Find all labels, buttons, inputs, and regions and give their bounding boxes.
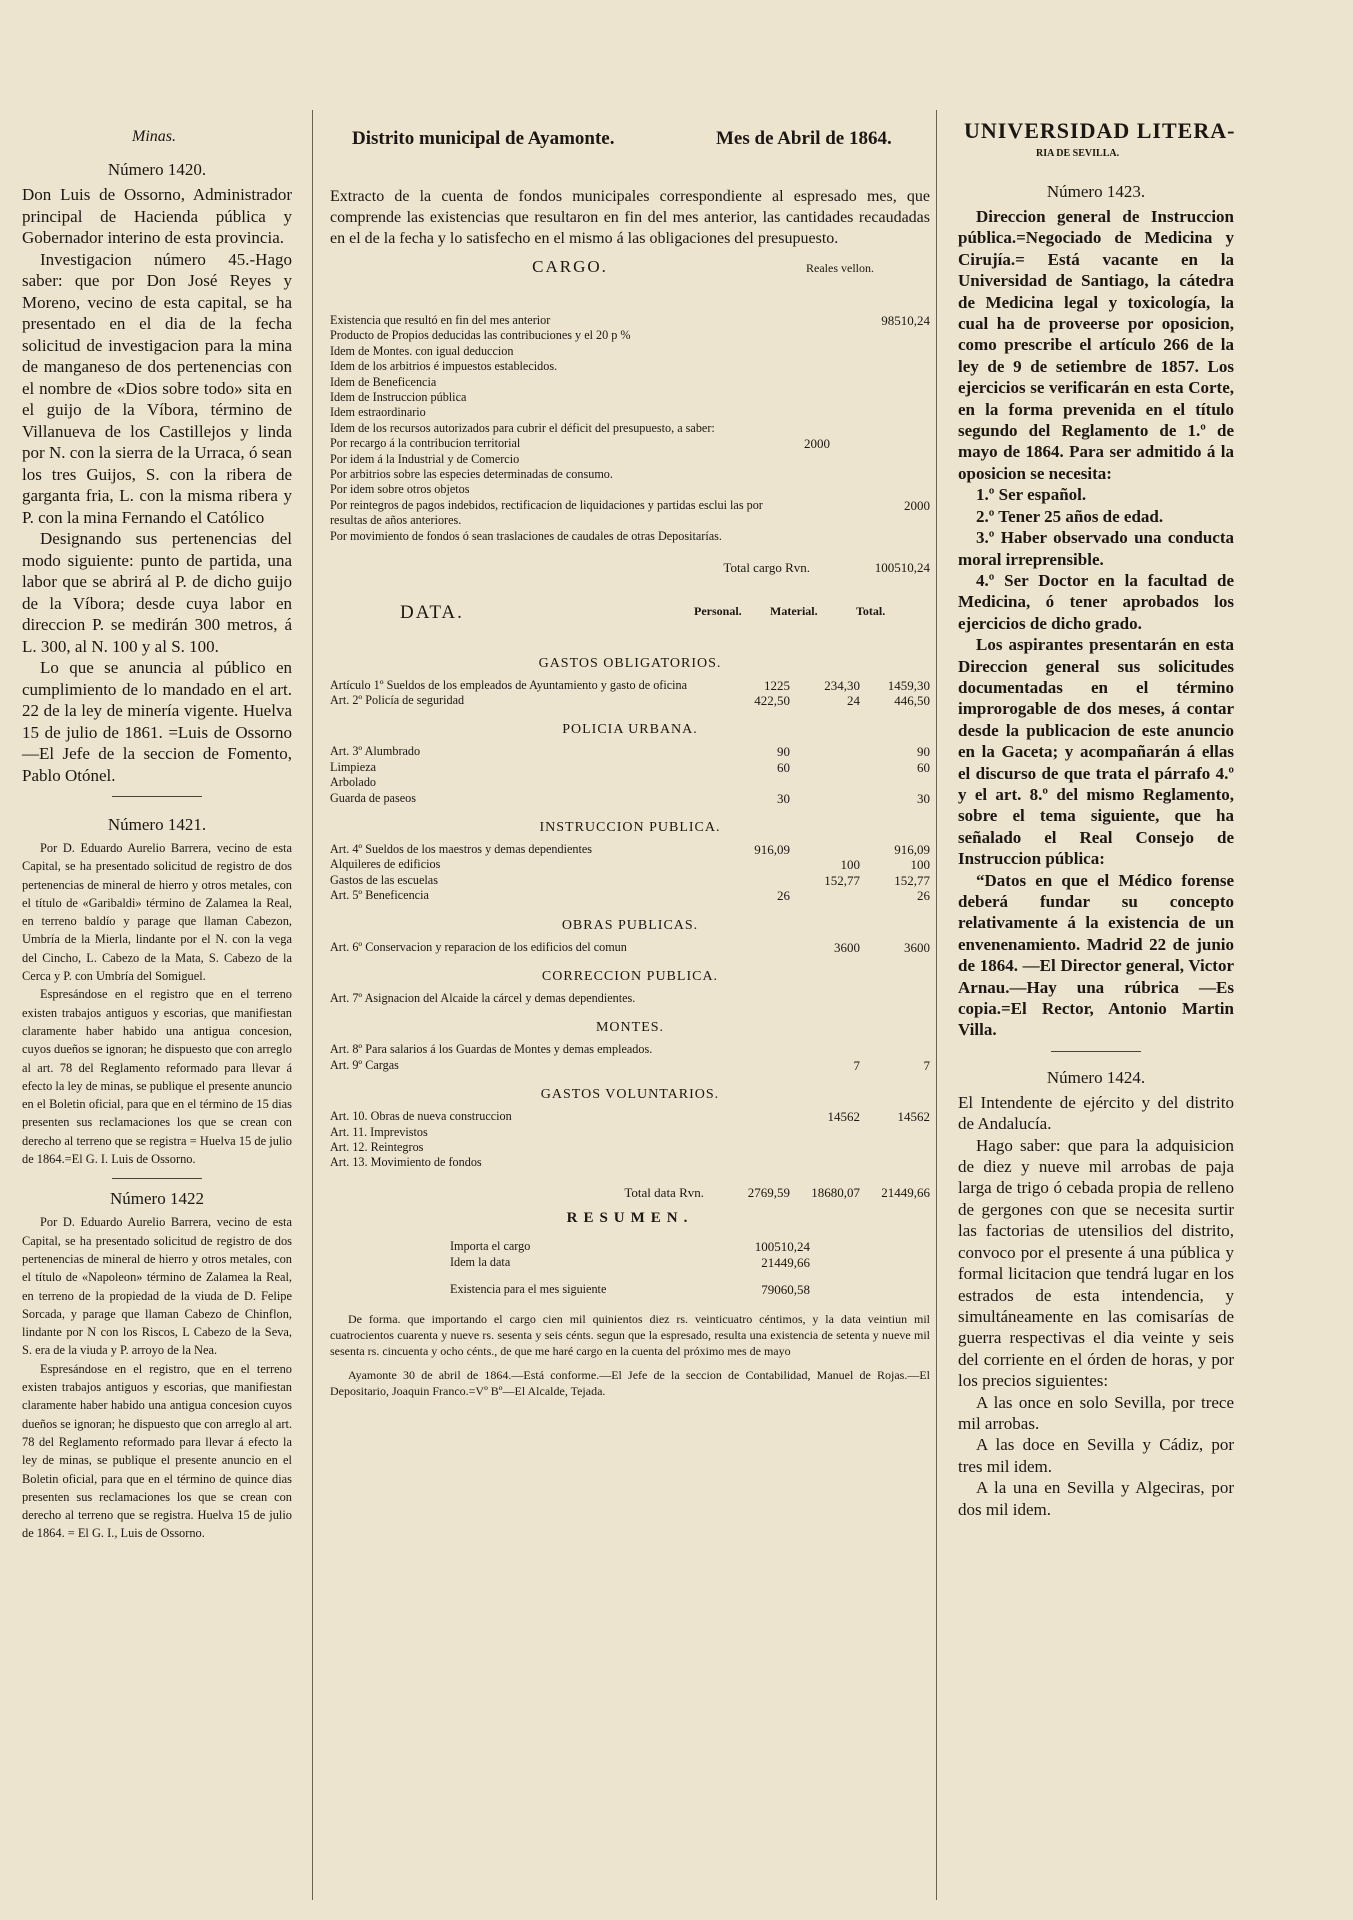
account-closing: De forma. que importando el cargo cien mil quinientos diez rs. veinticuatro céntimos, y la data veintiun mil cuatrocientos cuarenta y nueve rs. sesenta y seis cénts. segun que la espresado, resulta una existencia de setenta y nueve mil sesenta rs. cincuenta y ocho cénts., de que me haré cargo en la cuenta del próximo mes de mayo: [330, 1312, 930, 1359]
notice-1424-heading: El Intendente de ejército y del distrito de Andalucía.: [958, 1092, 1234, 1134]
data-row-personal: [718, 1155, 790, 1170]
data-row-label: Art. 8º Para salarios á los Guardas de Montes y demas empleados.: [330, 1042, 653, 1057]
data-row-material: [790, 1042, 860, 1057]
data-row: [330, 991, 930, 1006]
cargo-row-label: Idem de los arbitrios é impuestos establecidos.: [330, 359, 558, 374]
cargo-row: [330, 482, 930, 497]
data-row-label: Gastos de las escuelas: [330, 872, 438, 887]
data-row: [330, 1042, 930, 1057]
notice-1424-cadiz: A las doce en Sevilla y Cádiz, por tres mil idem.: [958, 1435, 1234, 1476]
data-row-label: Artículo 1º Sueldos de los empleados de Ayuntamiento y gasto de oficina: [330, 677, 688, 692]
data-row-material: 24: [847, 692, 860, 708]
data-row-personal: 422,50: [754, 692, 790, 708]
data-row-material: [790, 1125, 860, 1140]
cargo-row: [330, 452, 930, 467]
cargo-row: [330, 328, 930, 343]
cargo-row-value: [830, 359, 930, 374]
data-row-material: [790, 888, 860, 903]
resumen-cargo-value: 100510,24: [754, 1239, 810, 1255]
data-row-material: 152,77: [824, 872, 860, 888]
cargo-row-label: Producto de Propios deducidas las contribuciones y el 20 p %: [330, 328, 631, 343]
data-row-personal: [718, 857, 790, 872]
data-row: [330, 857, 930, 872]
cargo-row: [330, 529, 930, 544]
data-row-total: 1459,30: [887, 677, 930, 693]
data-row-total: [860, 775, 930, 790]
cargo-row-value: [830, 328, 930, 343]
cargo-row-label: Por movimiento de fondos ó sean traslaciones de caudales de otras Depositarías.: [330, 528, 722, 543]
data-row-personal: 30: [777, 790, 790, 806]
data-row-personal: 26: [777, 888, 790, 904]
data-row-personal: [718, 1042, 790, 1057]
data-group-title: OBRAS PUBLICAS.: [561, 917, 699, 933]
col-material: Material.: [770, 603, 818, 618]
data-row-total: 7: [923, 1057, 930, 1073]
cargo-row-value: [830, 344, 930, 359]
notice-1422-title: Número 1422: [110, 1189, 204, 1209]
data-row-material: 234,30: [824, 677, 860, 693]
cargo-row-partial: [770, 375, 830, 390]
data-row: [330, 888, 930, 903]
cargo-row: [330, 375, 930, 390]
notice-1420-heading: Don Luis de Ossorno, Administrador principal de Hacienda pública y Gobernador interino de esta provincia.: [22, 185, 292, 247]
cargo-row-partial: [770, 405, 830, 420]
cargo-row-value: 2000: [904, 497, 930, 513]
header-university-sub: RIA DE SEVILLA.: [1036, 148, 1120, 159]
data-row-personal: [718, 775, 790, 790]
resumen-title: RESUMEN.: [566, 1210, 694, 1227]
cargo-row-partial: [770, 328, 830, 343]
col-personal: Personal.: [694, 603, 742, 618]
notice-1421-title: Número 1421.: [107, 815, 207, 834]
data-group-title: MONTES.: [595, 1020, 665, 1036]
account-intro: Extracto de la cuenta de fondos municipales correspondiente al espresado mes, que comprende las existencias que resultaron en fin del mes anterior, las cantidades recaudadas en el de la fecha y lo satisfecho en el mismo á las obligaciones del presupuesto.: [330, 188, 930, 247]
cargo-row-label: Idem de Instruccion pública: [330, 390, 467, 405]
data-row-total: 916,09: [894, 841, 930, 857]
data-row-material: 7: [853, 1057, 860, 1073]
data-row: [330, 873, 930, 888]
cargo-row-partial: [770, 313, 830, 328]
data-group-title: GASTOS VOLUNTARIOS.: [540, 1087, 720, 1103]
data-row-label: Art. 3º Alumbrado: [330, 744, 421, 759]
data-row-total: 14562: [897, 1109, 930, 1125]
data-row-label: Art. 5º Beneficencia: [330, 888, 429, 903]
data-row-total: 446,50: [894, 692, 930, 708]
header-left: Minas.: [132, 128, 176, 145]
cargo-row-value: [830, 436, 930, 451]
existencia-label: Existencia para el mes siguiente: [450, 1282, 607, 1297]
col-total: Total.: [856, 603, 886, 618]
resumen-data-label: Idem la data: [450, 1254, 511, 1269]
notice-1423-theme: “Datos en que el Médico forense deberá fundar su concepto relativamente á la existencia de un envenenamiento. Madrid 22 de junio de 1864. —El Director general, Victor Arnau.—Hay una rúbrica —Es copia.=El Rector, Antonio Martin Villa.: [958, 870, 1234, 1040]
data-row-label: Art. 6º Conservacion y reparacion de los edificios del comun: [330, 939, 627, 954]
data-row-label: Art. 2º Policía de seguridad: [330, 692, 465, 707]
existencia-row: [450, 1282, 810, 1297]
cargo-row-label: Existencia que resultó en fin del mes anterior: [330, 313, 551, 327]
data-row-material: 14562: [827, 1109, 860, 1125]
total-data-total: 21449,66: [881, 1184, 930, 1200]
cargo-row-value: [830, 529, 930, 544]
data-row-label: Art. 9º Cargas: [330, 1057, 399, 1072]
header-month: Mes de Abril de 1864.: [716, 128, 892, 149]
data-row-personal: 1225: [764, 677, 790, 693]
header-district: Distrito municipal de Ayamonte.: [352, 128, 615, 149]
cargo-row-value: [830, 405, 930, 420]
data-row-label: Art. 13. Movimiento de fondos: [330, 1155, 482, 1170]
notice-1423-body: Direccion general de Instruccion pública.=Negociado de Medicina y Cirujía.= Está vacante en la Universidad de Santiago, la cátedra de Medicina legal y toxicología, la cual ha de proveerse por oposicion, como prescribe el artículo 266 de la ley de 9 de setiembre de 1857. Los ejercicios se verificarán en esta Corte, en la forma prevenida en el título segundo del Reglamento de 1.º de mayo de 1864. Para ser admitido á la oposicion se necesita:: [958, 207, 1234, 483]
notice-1420-designation: Designando sus pertenencias del modo siguiente: punto de partida, una labor que se abrirá al P. de dicho guijo de la Víbora; desde cuya labor en direccion P. se medirán 300 metros, á L. 300, al N. 100 y al S. 100.: [22, 529, 292, 656]
resumen-block: [450, 1239, 810, 1297]
data-row-total: 26: [917, 888, 930, 904]
data-row-total: 152,77: [894, 872, 930, 888]
data-row-total: [860, 1140, 930, 1155]
notice-1424-algeciras: A la una en Sevilla y Algeciras, por dos mil idem.: [958, 1478, 1234, 1519]
data-group-title: CORRECCION PUBLICA.: [541, 968, 719, 984]
cargo-row-partial: [770, 482, 830, 497]
data-row-material: [790, 842, 860, 857]
notice-1420-body: Investigacion número 45.-Hago saber: que por Don José Reyes y Moreno, vecino de esta capital, se ha presentado en el dia de la fecha solicitud de investigacion para la mina de manganeso de dos pertenencias con el nombre de «Dios sobre todo» sita en el guijo de la Víbora, término de Villanueva de los Castillejos y linda por N. con la sierra de la Urraca, ó sean los tres Guijos, S. con la ribera de garganta fria, L. con la misma ribera y P. con la mina Fernando el Católico: [22, 249, 292, 527]
cargo-row-label: Idem de Montes. con igual deduccion: [330, 343, 514, 358]
data-row-material: [790, 1140, 860, 1155]
cargo-row-value: [830, 375, 930, 390]
cargo-row: [330, 421, 930, 436]
data-row-total: [860, 991, 930, 1006]
data-row-material: [790, 760, 860, 775]
resumen-cargo-label: Importa el cargo: [450, 1239, 531, 1254]
cargo-row: [330, 498, 930, 529]
data-row: [330, 760, 930, 775]
data-row-total: 60: [917, 759, 930, 775]
data-row: [330, 1125, 930, 1140]
notice-1420-closing: Lo que se anuncia al público en cumplimiento de lo mandado en el art. 22 de la ley de minería vigente. Huelva 15 de julio de 1861. =Luis de Ossorno —El Jefe de la seccion de Fomento, Pablo Otónel.: [22, 658, 292, 785]
cargo-row: [330, 436, 930, 451]
cargo-row-label: Idem estraordinario: [330, 405, 426, 420]
data-row: [330, 940, 930, 955]
data-row-material: [790, 744, 860, 759]
total-cargo-value: 100510,24: [874, 560, 930, 576]
column-rule-left: [312, 110, 313, 1900]
reales-label: Reales vellon.: [806, 261, 874, 275]
notice-1421-closing: Espresándose en el registro que en el terreno existen trabajos antiguos y escorias, que manifiestan claramente haber habido una antigua concesion, cuyos dueños se ignoran; he dispuesto que con arreglo al art. 78 del Reglamento reformado para llevar á efecto la ley de minas, se publique el presente anuncio en el Boletin oficial, para que en el término de 15 dias presenten sus reclamaciones los que se crean con derecho al terreno que se registra = Huelva 15 de julio de 1864.=El G. I. Luis de Ossorno.: [22, 987, 292, 1167]
cargo-row-value: 98510,24: [881, 313, 930, 328]
data-row-label: Alquileres de edificios: [330, 857, 441, 872]
data-row-label: Art. 12. Reintegros: [330, 1140, 424, 1154]
cargo-row-partial: [770, 529, 830, 544]
data-row: [330, 791, 930, 806]
total-data-material: 18680,07: [811, 1184, 860, 1200]
data-row: [330, 693, 930, 708]
middle-column: [330, 120, 930, 1399]
cargo-row-label: Por recargo á la contribucion territorial: [330, 436, 521, 451]
data-row: [330, 1155, 930, 1170]
data-row-personal: [718, 1125, 790, 1140]
data-row-personal: [718, 873, 790, 888]
cargo-table: [330, 313, 930, 544]
data-row-label: Limpieza: [330, 759, 377, 774]
data-row-material: [790, 775, 860, 790]
notice-1424-body: Hago saber: que para la adquisicion de diez y nueve mil arrobas de paja larga de trigo ó cebada propia de relleno de gergones con que se necesita surtir las factorias de utensilios del distrito, convoco por el presente á una pública y formal licitacion que tendrá lugar en los estrados de esta intendencia, y simultáneamente en las comisarías de guerra respectivas el dia veinte y seis del corriente en el órden de horas, y por los precios siguientes:: [958, 1135, 1234, 1391]
divider: [112, 796, 202, 797]
cargo-row-partial: [770, 344, 830, 359]
total-data-personal: 2769,59: [747, 1184, 790, 1200]
column-rule-right: [936, 110, 937, 1900]
cargo-row-partial: [770, 390, 830, 405]
cargo-row-partial: [770, 467, 830, 482]
cargo-header: [330, 257, 930, 283]
cargo-row-label: Idem de los recursos autorizados para cubrir el déficit del presupuesto, a saber:: [330, 420, 715, 435]
cargo-row-value: [830, 390, 930, 405]
data-row: [330, 842, 930, 857]
account-signature: Ayamonte 30 de abril de 1864.—Está conforme.—El Jefe de la seccion de Contabilidad, Manuel de Rojas.—El Depositario, Joaquin Franco.=Vº Bº—El Alcalde, Tejada.: [330, 1368, 930, 1399]
divider: [112, 1178, 202, 1179]
cargo-row-partial: [770, 421, 830, 436]
requirement-3: 3.º Haber observado una conducta moral irreprensible.: [958, 528, 1234, 569]
notice-1423-instructions: Los aspirantes presentarán en esta Direccion general sus solicitudes documentadas en el término improrogable de dos meses, á contar desde la publicacion de este anuncio en la Gaceta; y acompañarán á ellas el discurso de que trata el párrafo 4.º y el art. 8.º del mismo Reglamento, sobre el tema siguiente, que ha señalado el Real Consejo de Instruccion pública:: [958, 635, 1234, 869]
cargo-row: [330, 405, 930, 420]
data-row-personal: 60: [777, 759, 790, 775]
data-row-personal: [718, 991, 790, 1006]
resumen-data-row: [450, 1255, 810, 1270]
cargo-row-partial: [770, 452, 830, 467]
data-row-personal: [718, 1109, 790, 1124]
requirement-4: 4.º Ser Doctor en la facultad de Medicina, ó tener aprobados los ejercicios de dicho grado.: [958, 570, 1234, 633]
notice-1424-title: Número 1424.: [1046, 1067, 1146, 1087]
requirement-2: 2.º Tener 25 años de edad.: [976, 506, 1164, 526]
data-row-label: Art. 10. Obras de nueva construccion: [330, 1109, 512, 1124]
cargo-row: [330, 344, 930, 359]
cargo-row-partial: [770, 498, 830, 529]
data-row: [330, 1109, 930, 1124]
total-cargo-row: [330, 560, 930, 575]
notice-1423-title: Número 1423.: [1046, 182, 1146, 201]
data-row: [330, 678, 930, 693]
divider: [1051, 1051, 1141, 1052]
resumen-cargo-row: [450, 1239, 810, 1254]
cargo-row-label: Por idem á la Industrial y de Comercio: [330, 451, 520, 466]
data-row-total: [860, 1155, 930, 1170]
data-row-label: Guarda de paseos: [330, 790, 416, 805]
cargo-row-label: Idem de Beneficencia: [330, 374, 437, 389]
data-row-total: 3600: [904, 939, 930, 955]
cargo-row: [330, 390, 930, 405]
existencia-value: 79060,58: [761, 1282, 810, 1298]
cargo-row-partial: 2000: [804, 436, 830, 452]
notice-1422-body: Por D. Eduardo Aurelio Barrera, vecino de esta Capital, se ha presentado solicitud de registro de dos pertenencias de mineral de hierro y otros metales, con el título de «Napoleon» término de Zalamea la Real, en terreno de la propiedad de la viuda de D. Felipe Sorcada, y parage que llaman Cabezo de Chinflon, lindante por N con los Riscos, L Cabezo de la Seva, S. era de la viuda y P. arroyo de la Nea.: [22, 1215, 292, 1358]
data-group-title: GASTOS OBLIGATORIOS.: [538, 655, 722, 671]
data-row-material: [790, 991, 860, 1006]
cargo-row-partial: [770, 359, 830, 374]
requirement-1: 1.º Ser español.: [976, 485, 1087, 505]
cargo-row-value: [830, 482, 930, 497]
data-row-material: [790, 1155, 860, 1170]
data-row-personal: 90: [777, 744, 790, 760]
notice-1424-sevilla: A las once en solo Sevilla, por trece mil arrobas.: [958, 1392, 1234, 1433]
data-row-material: [790, 791, 860, 806]
data-row: [330, 1058, 930, 1073]
data-row-total: 90: [917, 744, 930, 760]
cargo-row-value: [830, 421, 930, 436]
data-group-title: POLICIA URBANA.: [562, 722, 698, 738]
cargo-row-value: [830, 467, 930, 482]
data-row-personal: [718, 1140, 790, 1155]
data-row-personal: 916,09: [754, 841, 790, 857]
resumen-data-value: 21449,66: [761, 1254, 810, 1270]
data-row-material: 3600: [834, 939, 860, 955]
data-row: [330, 1140, 930, 1155]
data-table: [330, 656, 930, 1171]
total-data-label: Total data Rvn.: [624, 1184, 704, 1200]
data-row-label: Art. 7º Asignacion del Alcaide la cárcel y demas dependientes.: [330, 990, 636, 1005]
header-university: UNIVERSIDAD LITERA-: [964, 118, 1236, 143]
notice-1421-body: Por D. Eduardo Aurelio Barrera, vecino de esta Capital, se ha presentado solicitud de registro de dos pertenencias de mineral de hierro y otros metales, con el título de «Garibaldi» término de Zalamea la Real, en terreno baldío y parage que llaman Cabezon, Umbría de la Mierla, lindante por el N. con la vega del Cincho, L. Cabezo de la Mata, S. Cabezo de la Cerca y P. con Umbría del Somiguel.: [22, 841, 292, 984]
data-row-label: Art. 11. Imprevistos: [330, 1124, 428, 1139]
total-data-row: [330, 1185, 930, 1200]
total-cargo-label: Total cargo Rvn.: [723, 560, 810, 576]
data-row-total: [860, 1125, 930, 1140]
right-column: [958, 120, 1234, 1520]
cargo-row: [330, 467, 930, 482]
data-row-personal: [718, 1058, 790, 1073]
cargo-row-label: Por reintegros de pagos indebidos, rectificacion de liquidaciones y partidas esclui las por resultas de años anteriores.: [330, 497, 763, 528]
cargo-row-value: [830, 452, 930, 467]
notice-1420-title: Número 1420.: [107, 160, 207, 179]
data-row: [330, 744, 930, 759]
cargo-row-label: Por arbitrios sobre las especies determinadas de consumo.: [330, 467, 613, 482]
left-column: [22, 120, 292, 1543]
data-row-total: 100: [910, 857, 930, 873]
data-row-total: 30: [917, 790, 930, 806]
data-row-label: Arbolado: [330, 775, 377, 790]
data-row-material: 100: [840, 857, 860, 873]
cargo-title: CARGO.: [532, 257, 608, 276]
data-row-personal: [718, 940, 790, 955]
data-row-total: [860, 1042, 930, 1057]
notice-1422-closing: Espresándose en el registro, que en el terreno existen trabajos antiguos y escorias, que manifiestan claramente haber habido una antigua concesion cuyos dueños se ignoran; he dispuesto que con arreglo al art. 78 del Reglamento reformado para llevar á efecto la ley de minas, se publique el presente anuncio en el Boletin oficial, para que en el término de quince dias presenten sus reclamaciones los que se crean con derecho al terreno que se registra. Huelva 15 de julio de 1864. = El G. I., Luis de Ossorno.: [22, 1361, 292, 1541]
data-row: [330, 775, 930, 790]
cargo-row-label: Por idem sobre otros objetos: [330, 482, 470, 497]
data-group-title: INSTRUCCION PUBLICA.: [539, 819, 721, 835]
data-header: [330, 594, 930, 642]
data-title: DATA.: [400, 601, 464, 623]
cargo-row: [330, 313, 930, 328]
data-row-label: Art. 4º Sueldos de los maestros y demas dependientes: [330, 841, 593, 856]
cargo-row: [330, 359, 930, 374]
